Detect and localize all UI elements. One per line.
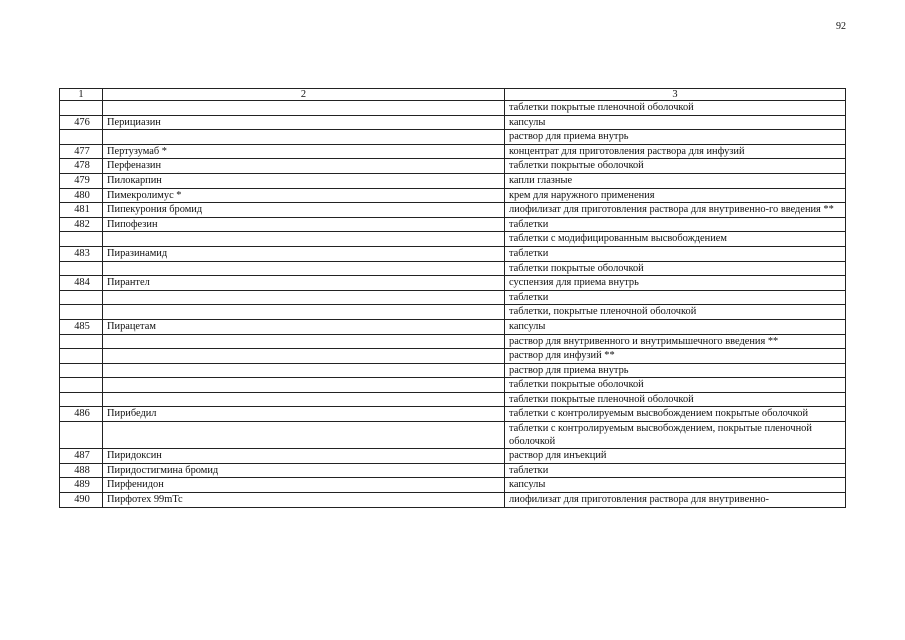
table-row [60,173,846,188]
drug-name [103,290,505,305]
row-number: 481 [60,203,103,218]
dosage-form: крем для наружного применения [505,188,846,203]
row-number [60,305,103,320]
dosage-form: таблетки [505,217,846,232]
drug-name: Пилокарпин [103,173,505,188]
row-number [60,422,103,449]
header-col-form: 3 [505,89,846,101]
drug-name: Перициазин [103,115,505,130]
table-row [60,392,846,407]
row-number: 476 [60,115,103,130]
table-row [60,188,846,203]
dosage-form: раствор для внутривенного и внутримышечного введения ** [505,334,846,349]
drug-name [103,261,505,276]
table-row [60,144,846,159]
dosage-form: капсулы [505,115,846,130]
dosage-form: лиофилизат для приготовления раствора для внутривенно-го введения ** [505,203,846,218]
drug-table [59,88,846,508]
dosage-form: лиофилизат для приготовления раствора для внутривенно- [505,493,846,508]
header-row [60,89,846,101]
row-number [60,290,103,305]
dosage-form: таблетки покрытые оболочкой [505,378,846,393]
row-number [60,363,103,378]
dosage-form: таблетки покрытые оболочкой [505,159,846,174]
dosage-form: капсулы [505,478,846,493]
drug-name [103,334,505,349]
drug-name: Пирибедил [103,407,505,422]
drug-name: Пирантел [103,276,505,291]
drug-name [103,101,505,116]
table-row [60,276,846,291]
table-row [60,478,846,493]
table-row [60,449,846,464]
dosage-form: таблетки [505,246,846,261]
drug-name: Пирфенидон [103,478,505,493]
table-row [60,203,846,218]
drug-name [103,232,505,247]
table-row [60,334,846,349]
row-number: 489 [60,478,103,493]
dosage-form: концентрат для приготовления раствора для инфузий [505,144,846,159]
dosage-form: капли глазные [505,173,846,188]
dosage-form: таблетки [505,463,846,478]
drug-name [103,305,505,320]
row-number: 484 [60,276,103,291]
drug-name: Пипофезин [103,217,505,232]
drug-name: Пиразинамид [103,246,505,261]
row-number [60,392,103,407]
dosage-form: раствор для приема внутрь [505,363,846,378]
drug-name: Пиридостигмина бромид [103,463,505,478]
table-row [60,493,846,508]
table-row [60,101,846,116]
drug-name [103,349,505,364]
row-number [60,232,103,247]
row-number: 482 [60,217,103,232]
dosage-form: таблетки [505,290,846,305]
drug-name: Пимекролимус * [103,188,505,203]
dosage-form: таблетки покрытые пленочной оболочкой [505,392,846,407]
drug-name: Пипекурония бромид [103,203,505,218]
table-row [60,378,846,393]
drug-name [103,392,505,407]
dosage-form: раствор для инъекций [505,449,846,464]
row-number: 485 [60,319,103,334]
table-row [60,407,846,422]
dosage-form: таблетки с контролируемым высвобождением покрытые оболочкой [505,407,846,422]
dosage-form: таблетки покрытые оболочкой [505,261,846,276]
row-number [60,334,103,349]
dosage-form: таблетки с модифицированным высвобождением [505,232,846,247]
row-number: 490 [60,493,103,508]
row-number [60,130,103,145]
drug-name [103,378,505,393]
row-number: 486 [60,407,103,422]
dosage-form: раствор для приема внутрь [505,130,846,145]
page-number: 92 [836,21,846,32]
drug-name [103,130,505,145]
row-number: 479 [60,173,103,188]
table-row [60,422,846,449]
dosage-form: суспензия для приема внутрь [505,276,846,291]
table-row [60,305,846,320]
dosage-form: таблетки покрытые пленочной оболочкой [505,101,846,116]
table-row [60,159,846,174]
row-number: 480 [60,188,103,203]
row-number: 483 [60,246,103,261]
table-row [60,217,846,232]
table-row [60,232,846,247]
table-row [60,261,846,276]
header-col-number: 1 [60,89,103,101]
dosage-form: раствор для инфузий ** [505,349,846,364]
table-row [60,319,846,334]
row-number [60,261,103,276]
row-number [60,101,103,116]
row-number: 487 [60,449,103,464]
drug-name: Пертузумаб * [103,144,505,159]
drug-name [103,363,505,378]
dosage-form: таблетки, покрытые пленочной оболочкой [505,305,846,320]
row-number [60,378,103,393]
table-row [60,290,846,305]
drug-name: Перфеназин [103,159,505,174]
row-number [60,349,103,364]
table-row [60,246,846,261]
row-number: 477 [60,144,103,159]
drug-name [103,422,505,449]
header-col-name: 2 [103,89,505,101]
table-row [60,363,846,378]
drug-name: Пирфотех 99mTc [103,493,505,508]
drug-name: Пирацетам [103,319,505,334]
dosage-form: капсулы [505,319,846,334]
row-number: 488 [60,463,103,478]
table-row [60,349,846,364]
table-body [60,101,846,508]
table-row [60,115,846,130]
table-row [60,463,846,478]
row-number: 478 [60,159,103,174]
drug-name: Пиридоксин [103,449,505,464]
dosage-form: таблетки с контролируемым высвобождением, покрытые пленочной оболочкой [505,422,846,449]
table-row [60,130,846,145]
